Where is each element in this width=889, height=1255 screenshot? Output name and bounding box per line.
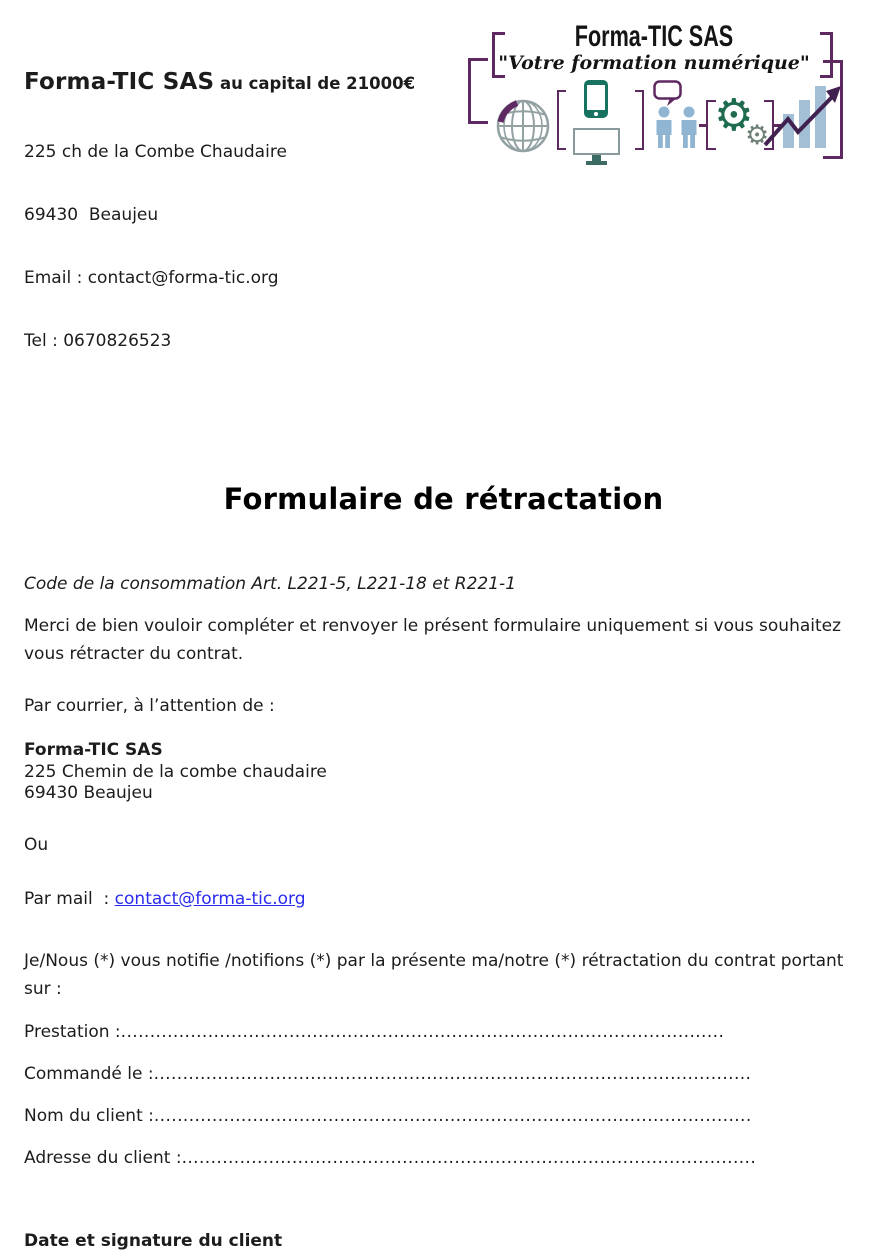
monitor-icon	[573, 128, 620, 155]
page-title: Formulaire de rétractation	[223, 482, 664, 516]
letterhead	[24, 22, 415, 394]
monitor-icon	[586, 161, 607, 165]
field-dotted-line: ........................................................................................................	[120, 1021, 725, 1042]
company-logo	[465, 14, 863, 166]
company-name: Forma-TIC SAS	[24, 69, 215, 95]
recipient-address1: 225 Chemin de la combe chaudaire	[24, 761, 327, 782]
letterhead-email: Email : contact@forma-tic.org	[24, 268, 279, 288]
email-link[interactable]: contact@forma-tic.org	[114, 888, 306, 909]
smartphone-icon	[584, 80, 608, 118]
legal-reference: Code de la consommation Art. L221-5, L221-18 et R221-1	[24, 574, 517, 594]
company-capital: au capital de 21000€	[214, 74, 416, 93]
speech-bubble-icon	[655, 82, 681, 99]
bracket-icon	[635, 90, 644, 150]
gear-icon: ⚙	[714, 90, 754, 141]
logo-title: Forma-TIC SAS	[574, 20, 734, 53]
field-prestation	[24, 1019, 863, 1045]
letterhead-tel: Tel : 0670826523	[24, 331, 172, 351]
recipient-block	[24, 740, 863, 805]
bracket-icon	[557, 90, 566, 150]
field-dotted-line: .......................................................................................................	[153, 1063, 752, 1084]
field-label: Commandé le :	[24, 1063, 154, 1084]
recipient-name: Forma-TIC SAS	[24, 740, 163, 760]
globe-icon	[495, 98, 551, 154]
intro-paragraph: Merci de bien vouloir compléter et renvoyer le présent formulaire uniquement si vous souhaitez vous rétracter du contrat.	[24, 616, 842, 664]
letterhead-address2: 69430 Beaujeu	[24, 205, 159, 225]
retraction-notice: Je/Nous (*) vous notifie /notifions (*) par la présente ma/notre (*) rétractation du contrat portant sur :	[24, 950, 844, 999]
field-dotted-line: ...................................................................................................	[181, 1147, 757, 1168]
or-label: Ou	[24, 834, 49, 855]
mail-line	[24, 885, 863, 913]
field-nom-client	[24, 1103, 863, 1129]
bracket-icon	[492, 32, 505, 78]
field-adresse-client	[24, 1145, 863, 1171]
signature-label: Date et signature du client	[24, 1230, 283, 1251]
field-dotted-line: .......................................................................................................	[153, 1105, 752, 1126]
people-icon	[653, 80, 703, 156]
header	[24, 22, 863, 394]
field-label: Prestation :	[24, 1021, 121, 1042]
field-label: Nom du client :	[24, 1105, 154, 1126]
bracket-icon	[468, 58, 488, 124]
logo-tagline: "Votre formation numérique"	[498, 52, 810, 74]
field-label: Adresse du client :	[24, 1147, 182, 1168]
recipient-address2: 69430 Beaujeu	[24, 783, 153, 803]
growth-chart-icon	[763, 74, 853, 158]
courier-label: Par courrier, à l’attention de :	[24, 696, 275, 716]
letterhead-company-line	[24, 69, 416, 95]
gear-icon: ⚙	[745, 120, 770, 151]
mail-label: Par mail :	[24, 888, 115, 909]
field-commande-le	[24, 1061, 863, 1087]
letterhead-address1: 225 ch de la Combe Chaudaire	[24, 142, 287, 162]
